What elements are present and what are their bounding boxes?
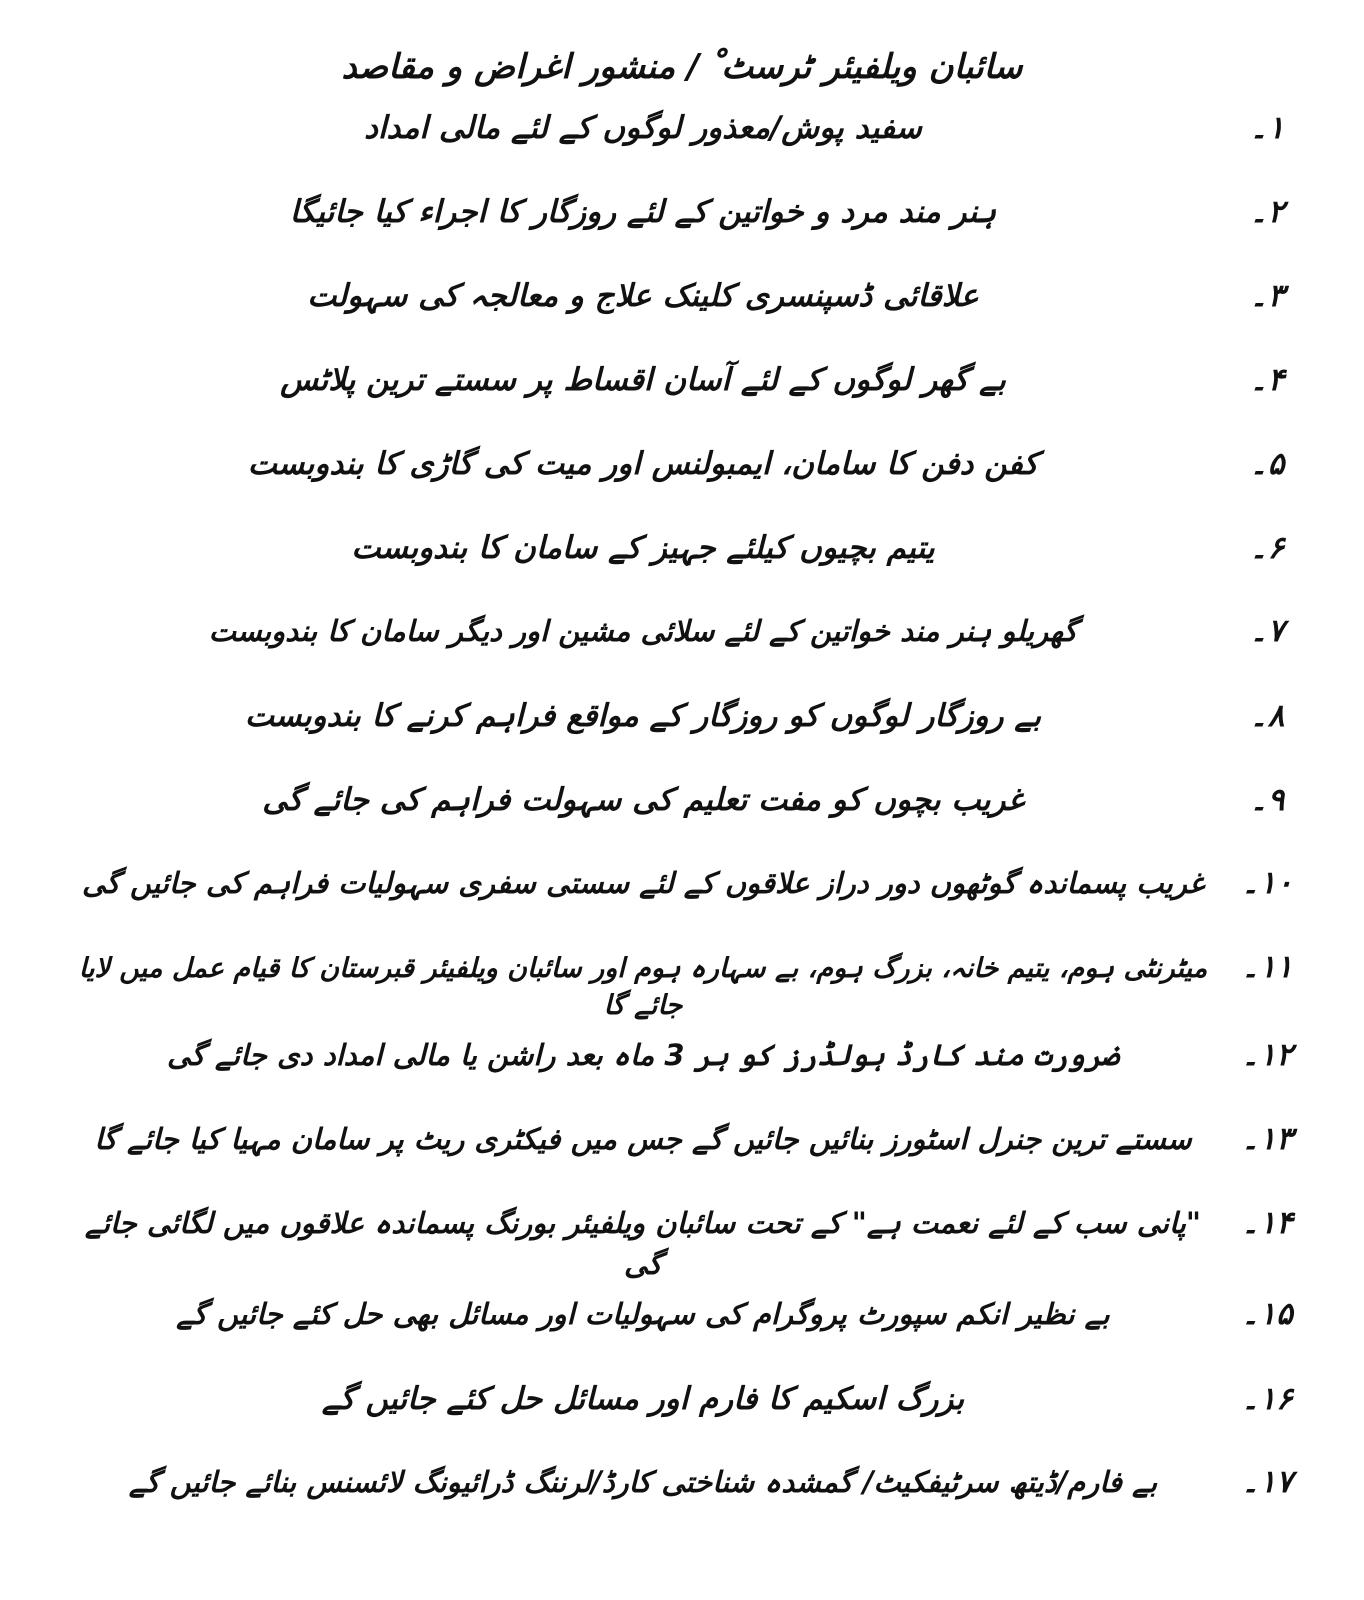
objective-number: ۱۷۔ — [1241, 1464, 1293, 1501]
page-title: سائبان ویلفیئر ٹرسٹ ْ / منشور اغراض و مقاصد — [341, 47, 1023, 87]
objective-text: بے روزگار لوگوں کو روزگار کے مواقع فراہم کرنے کا بندوبست — [244, 697, 1042, 734]
objective-number: ۵۔ — [1249, 445, 1285, 482]
objective-text: سستے ترین جنرل اسٹورز بنائیں جائیں گے جس میں فیکٹری ریٹ پر سامان مہیا کیا جائے گا — [94, 1122, 1192, 1157]
objective-item — [58, 433, 1306, 517]
objective-number: ۶۔ — [1249, 529, 1285, 566]
objective-number: ۱۔ — [1249, 109, 1285, 146]
objective-text: ہنر مند مرد و خواتین کے لئے روزگار کا اجراء کیا جائیگا — [289, 193, 997, 230]
objective-text: گھریلو ہنر مند خواتین کے لئے سلائی مشین اور دیگر سامان کا بندوبست — [208, 613, 1078, 648]
objective-number: ۹۔ — [1249, 781, 1285, 818]
objective-number: ۱۶۔ — [1241, 1381, 1293, 1418]
objective-text: غریب پسماندہ گوٹھوں دور دراز علاقوں کے لئے سستی سفری سہولیات فراہم کی جائیں گی — [81, 865, 1204, 900]
objective-number: ۱۲۔ — [1241, 1037, 1293, 1074]
objectives-list — [0, 97, 1364, 1537]
objective-item — [58, 1025, 1306, 1109]
objective-item — [58, 1368, 1306, 1452]
objective-text: "پانی سب کے لئے نعمت ہے" کے تحت سائبان ویلفیئر بورنگ پسماندہ علاقوں میں لگائی جائے گی — [84, 1206, 1202, 1281]
objective-number: ۲۔ — [1249, 193, 1285, 230]
objective-item — [58, 601, 1306, 685]
objective-text: سفید پوش/معذور لوگوں کے لئے مالی امداد — [364, 109, 922, 146]
objective-item — [58, 181, 1306, 265]
objective-number: ۱۳۔ — [1241, 1121, 1293, 1158]
objective-number: ۱۴۔ — [1241, 1205, 1293, 1242]
objective-item — [58, 685, 1306, 769]
objective-text: یتیم بچیوں کیلئے جہیز کے سامان کا بندوبست — [351, 529, 935, 566]
objective-item — [58, 97, 1306, 181]
objective-item — [58, 1284, 1306, 1368]
objective-number: ۱۰۔ — [1241, 864, 1293, 901]
objective-text: بے نظیر انکم سپورٹ پروگرام کی سہولیات اور مسائل بھی حل کئے جائیں گے — [176, 1297, 1110, 1332]
objective-number: ۷۔ — [1249, 612, 1285, 649]
objective-text: بے فارم/ڈیتھ سرٹیفکیٹ/ گمشدہ شناختی کارڈ/لرننگ ڈرائیونگ لائسنس بنائے جائیں گے — [128, 1465, 1158, 1500]
objective-text: غریب بچوں کو مفت تعلیم کی سہولت فراہم کی جائے گی — [262, 781, 1024, 818]
objective-number: ۸۔ — [1249, 697, 1285, 734]
objective-number: ۱۵۔ — [1241, 1296, 1293, 1333]
objective-text: ضرورت مند کارڈ ہولڈرز کو ہر 3 ماہ بعد راشن یا مالی امداد دی جائے گی — [166, 1038, 1120, 1073]
objective-number: ۱۱۔ — [1241, 948, 1293, 985]
objective-text: بے گھر لوگوں کے لئے آسان اقساط پر سستے ترین پلاٹس — [280, 361, 1006, 398]
objective-item — [58, 1109, 1306, 1193]
objective-item — [58, 517, 1306, 601]
objective-text: بزرگ اسکیم کا فارم اور مسائل حل کئے جائیں گے — [321, 1381, 965, 1418]
objective-item — [58, 1452, 1306, 1536]
objective-number: ۳۔ — [1249, 277, 1285, 314]
objective-item — [58, 1193, 1306, 1284]
objective-item — [58, 769, 1306, 853]
objective-text: علاقائی ڈسپنسری کلینک علاج و معالجہ کی سہولت — [307, 277, 979, 314]
objective-number: ۴۔ — [1249, 361, 1285, 398]
objective-text: کفن دفن کا سامان، ایمبولنس اور میت کی گاڑی کا بندوبست — [247, 445, 1039, 482]
objective-item — [58, 937, 1306, 1026]
objective-item — [58, 265, 1306, 349]
objective-item — [58, 349, 1306, 433]
objective-item — [58, 853, 1306, 937]
objective-text: میٹرنٹی ہوم، یتیم خانہ، بزرگ ہوم، بے سہارہ ہوم اور سائبان ویلفیئر قبرستان کا قیام عمل میں لایا جائے گا — [78, 952, 1208, 1022]
